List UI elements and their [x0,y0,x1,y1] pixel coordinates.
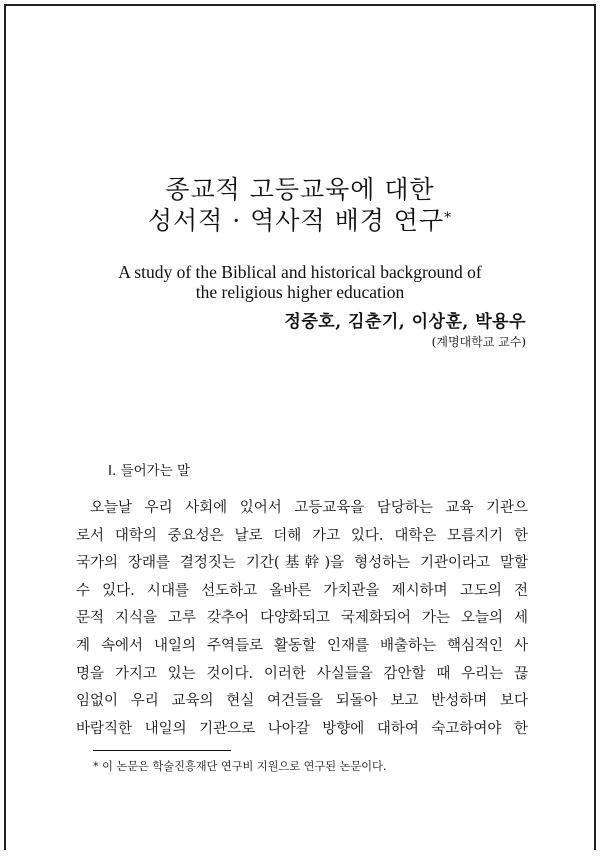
author-affiliation: (계명대학교 교수) [431,335,526,349]
footnote-marker: * [444,210,453,226]
body-line: 바람직한 내일의 기관으로 나아갈 방향에 대하여 숙고하여야 한 [76,720,528,737]
body-line: 로서 대학의 중요성은 날로 더해 가고 있다. 대학은 모름지기 한 [76,527,528,544]
body-line: 문적 지식을 고루 갖추어 다양화되고 국제화되어 가는 오늘의 세 [76,610,528,627]
body-line: 수 있다. 시대를 선도하고 올바른 가치관을 제시하며 고도의 전 [76,582,528,599]
author-list: 정중호, 김춘기, 이상훈, 박용우 [284,312,526,332]
korean-title-line-2 [0,205,600,236]
scan-border-right [594,4,596,850]
english-title-line-1: A study of the Biblical and historical background of [118,262,482,282]
body-line: 국가의 장래를 결정짓는 기간(基幹)을 형성하는 기관이라고 말할 [76,555,528,572]
scan-border-top [4,4,596,6]
english-title-line-2: the religious higher education [195,282,405,302]
body-line: 오늘날 우리 사회에 있어서 고등교육을 담당하는 교육 기관으 [90,500,528,516]
section-heading: Ⅰ. 들어가는 말 [108,463,191,479]
footnote-divider [93,750,231,751]
body-line: 계 속에서 내일의 주역들로 활동할 인재를 배출하는 핵심적인 사 [76,637,528,654]
footnote-text: * 이 논문은 학술진흥재단 연구비 지원으로 연구된 논문이다. [93,760,387,773]
korean-title-line-1-text: 종교적 고등교육에 대한 [165,175,435,204]
body-paragraph [76,495,528,743]
korean-title-line-2-text: 성서적 · 역사적 배경 연구 [147,206,445,235]
scan-border-left [4,4,6,850]
korean-title-line-1 [0,174,600,205]
body-line: 명을 가지고 있는 것이다. 이러한 사실들을 감안할 때 우리는 끊 [76,665,528,682]
body-line: 임없이 우리 교육의 현실 여건들을 되돌아 보고 반성하며 보다 [76,693,528,710]
